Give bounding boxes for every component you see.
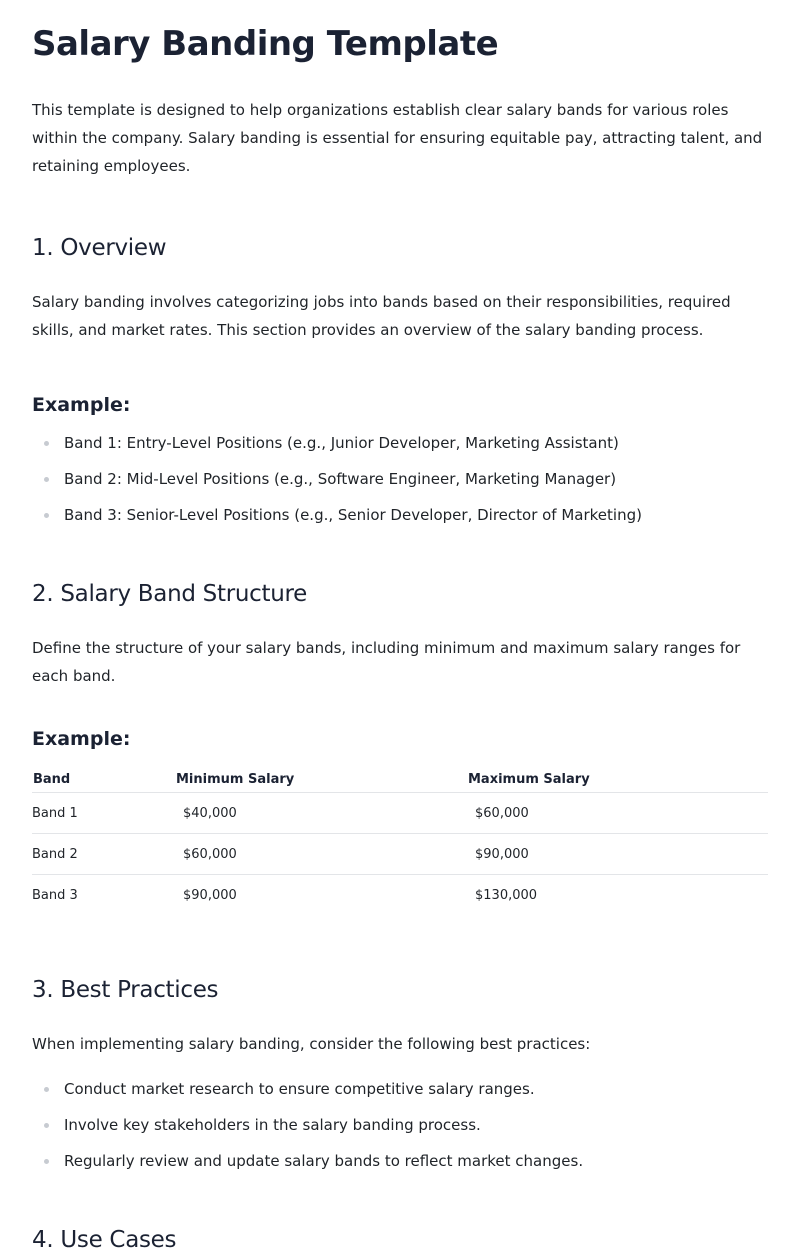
- overview-text: Salary banding involves categorizing jobs into bands based on their responsibilities, required skills, and market rates. This section provides an overview of the salary banding process.: [32, 293, 731, 339]
- list-item: Conduct market research to ensure competitive salary ranges.: [32, 1078, 768, 1100]
- overview-example-list: [32, 432, 768, 526]
- overview-heading: 1. Overview: [32, 235, 167, 261]
- structure-section: [32, 578, 768, 916]
- best-practices-section: [32, 974, 768, 1172]
- band-cell: Band 3: [32, 887, 78, 903]
- column-header-band: Band: [32, 766, 175, 793]
- overview-section: [32, 232, 768, 526]
- min-salary-cell: $60,000: [175, 834, 467, 875]
- best-practices-list: [32, 1078, 768, 1172]
- table-header-row: [32, 766, 768, 793]
- list-item: Band 2: Mid-Level Positions (e.g., Software Engineer, Marketing Manager): [32, 468, 768, 490]
- max-salary-cell: $60,000: [467, 793, 768, 834]
- overview-example-heading: Example:: [32, 394, 131, 416]
- best-practices-heading: 3. Best Practices: [32, 976, 219, 1003]
- table-row: [32, 834, 768, 875]
- band-cell: Band 1: [32, 793, 175, 834]
- structure-heading: 2. Salary Band Structure: [32, 581, 307, 607]
- salary-band-table: [32, 766, 768, 916]
- structure-text: Define the structure of your salary bands, including minimum and maximum salary ranges for each band.: [32, 639, 741, 685]
- min-salary-cell: $40,000: [175, 793, 467, 834]
- min-salary-cell: $90,000: [183, 887, 237, 903]
- column-header-min-salary: Minimum Salary: [175, 766, 467, 793]
- use-cases-heading: 4. Use Cases: [32, 1226, 177, 1253]
- list-item: Band 3: Senior-Level Positions (e.g., Senior Developer, Director of Marketing): [32, 504, 768, 526]
- use-cases-section: [32, 1224, 768, 1256]
- intro-paragraph: This template is designed to help organizations establish clear salary bands for various roles within the company. Salary banding is essential for ensuring equitable pay, attracting talent, and retaining employees.: [32, 101, 763, 175]
- max-salary-cell: $90,000: [467, 834, 768, 875]
- list-item: Regularly review and update salary bands to reflect market changes.: [32, 1150, 768, 1172]
- list-item: Involve key stakeholders in the salary banding process.: [32, 1114, 768, 1136]
- page-title: Salary Banding Template: [32, 24, 499, 64]
- max-salary-cell: $130,000: [475, 887, 538, 903]
- table-row: [32, 875, 768, 916]
- best-practices-text: When implementing salary banding, consider the following best practices:: [32, 1034, 591, 1053]
- band-cell: Band 2: [32, 834, 175, 875]
- column-header-max-salary: Maximum Salary: [467, 766, 768, 793]
- table-row: [32, 793, 768, 834]
- structure-example-heading: Example:: [32, 728, 131, 750]
- list-item: Band 1: Entry-Level Positions (e.g., Junior Developer, Marketing Assistant): [32, 432, 768, 454]
